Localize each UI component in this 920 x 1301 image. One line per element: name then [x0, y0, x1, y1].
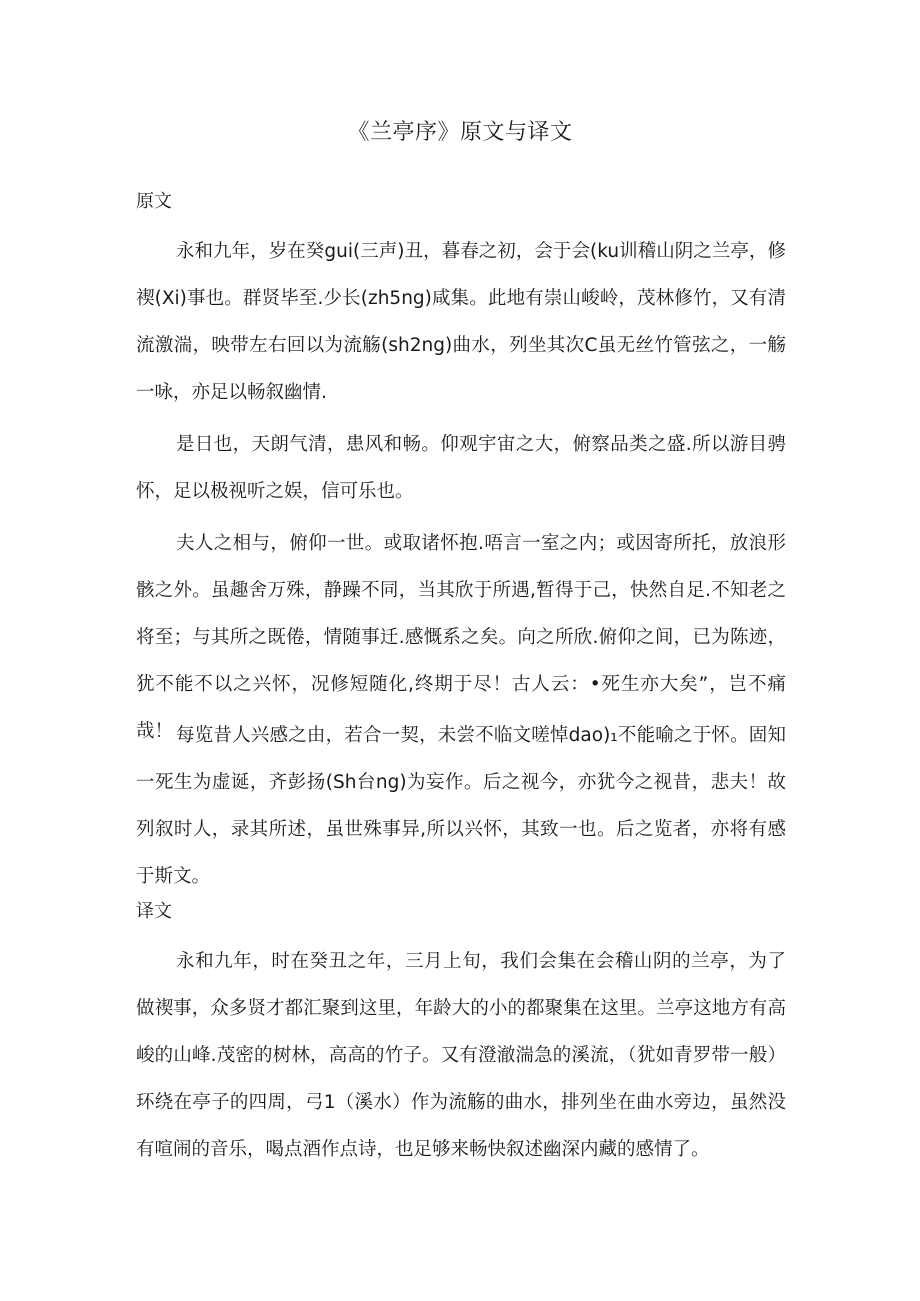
document-title: 《兰亭序》原文与译文 [347, 120, 573, 145]
translation-paragraph-1: 永和九年，时在癸丑之年，三月上旬，我们会集在会稽山阴的兰亭，为了做禊事，众多贤才都汇聚到这里，年龄大的小的都聚集在这里。兰亭这地方有高峻的山峰.茂密的树林，高高的竹子。又有澄澈湍急的溪流，（犹如青罗带一般）环绕在亭子的四周，弓1（溪水）作为流觞的曲水，排列坐在曲水旁边，虽然没有喧闹的音乐，喝点酒作点诗，也足够来畅快叙述幽深内藏的感情了。 [136, 951, 786, 1160]
original-paragraph-3: 夫人之相与，俯仰一世。或取诸怀抱.唔言一室之内；或因寄所托，放浪形骸之外。虽趣舍万殊，静躁不同，当其欣于所遇,暂得于己，快然自足.不知老之将至；与其所之既倦，情随事迁.感慨系之矣。向之所欣.俯仰之间，已为陈迹，犹不能不以之兴怀，况修短随化,终期于尽！古人云：•死生亦大矣”，岂不痛哉！ [136, 533, 786, 742]
original-paragraph-4: 每览昔人兴感之由，若合一契，未尝不临文嗟悼dao)₁不能喻之于怀。固知一死生为虚诞，齐彭扬(Sh台ng)为妄作。后之视今，亦犹今之视昔，悲夫！故列叙时人，录其所述，虽世殊事异,所以兴怀，其致一也。后之览者，亦将有感于斯文。 [136, 725, 786, 887]
original-paragraph-1: 永和九年，岁在癸gui(三声)丑，暮春之初，会于会(ku训稽山阴之兰亭，修禊(Xi)事也。群贤毕至.少长(zh5ng)咸集。此地有崇山峻岭，茂林修竹，又有清流激湍，映带左右回以为流觞(sh2ng)曲水，列坐其次C虽无丝竹管弦之，一觞一咏，亦足以畅叙幽情. [136, 241, 786, 403]
original-paragraph-2: 是日也，天朗气清，患风和畅。仰观宇宙之大，俯察品类之盛.所以游目骋怀，足以极视听之娱，信可乐也。 [136, 434, 786, 502]
section-heading-translation: 译文 [136, 901, 172, 922]
section-heading-original: 原文 [136, 191, 172, 212]
